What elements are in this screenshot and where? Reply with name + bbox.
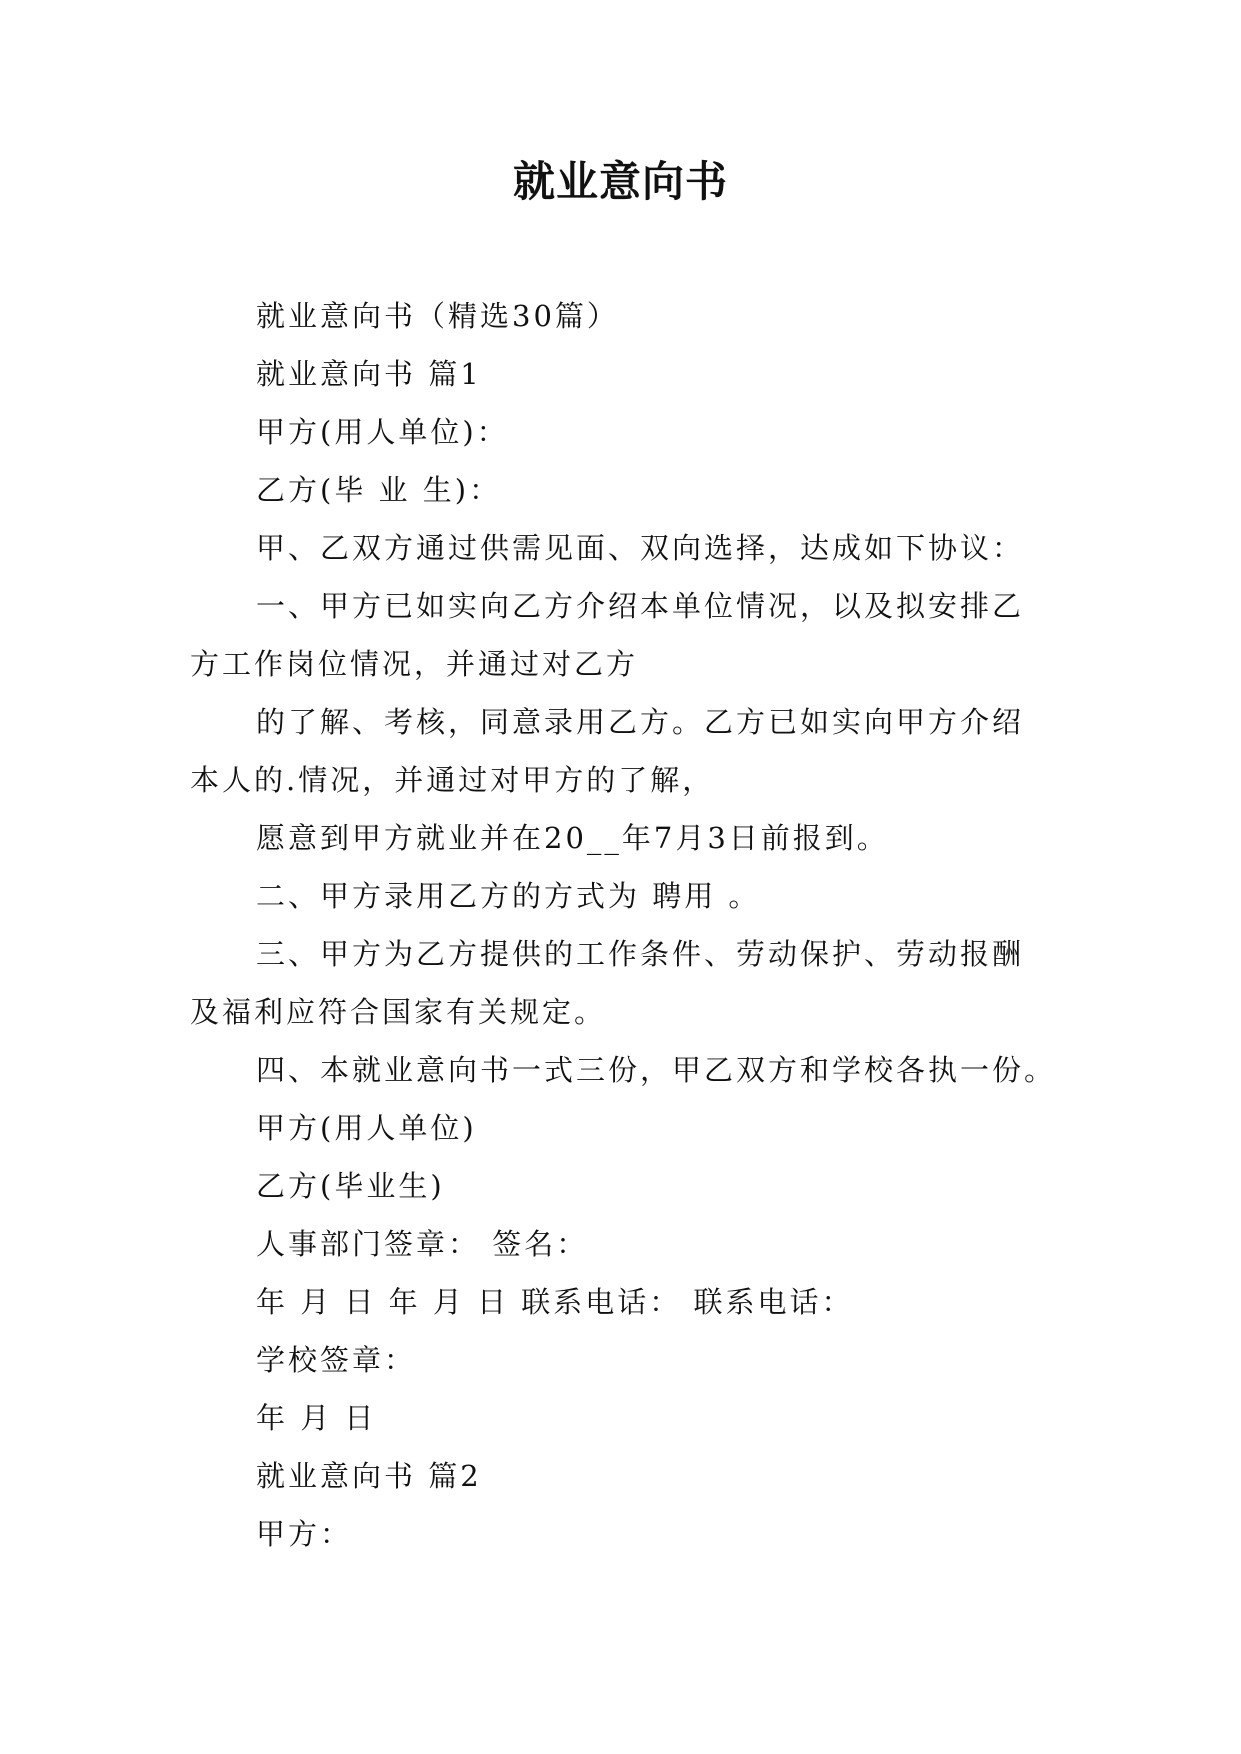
- paragraph-line: 方工作岗位情况，并通过对乙方: [190, 647, 639, 681]
- paragraph-line: 乙方(毕业生): [256, 1169, 445, 1203]
- paragraph-line: 甲方(用人单位): [256, 1111, 477, 1145]
- paragraph-line: 乙方(毕 业 生)：: [256, 473, 502, 507]
- paragraph-line: 及福利应符合国家有关规定。: [190, 995, 607, 1029]
- paragraph-line: 年 月 日 年 月 日 联系电话： 联系电话：: [256, 1285, 854, 1319]
- paragraph-line: 就业意向书 篇2: [256, 1459, 482, 1493]
- paragraph-line: 学校签章：: [256, 1343, 417, 1377]
- paragraph-line: 就业意向书（精选30篇）: [256, 299, 619, 333]
- paragraph-line: 年 月 日: [256, 1401, 377, 1435]
- paragraph-line: 本人的.情况，并通过对甲方的了解，: [190, 763, 715, 797]
- document-body: [190, 287, 1070, 1563]
- document-title: 就业意向书: [512, 157, 728, 206]
- paragraph-line: 就业意向书 篇1: [256, 357, 482, 391]
- paragraph-line: 甲方：: [256, 1517, 353, 1551]
- paragraph-line: 人事部门签章： 签名：: [256, 1227, 589, 1261]
- paragraph-line: 甲方(用人单位)：: [256, 415, 509, 449]
- paragraph-line: 愿意到甲方就业并在20__年7月3日前报到。: [256, 821, 889, 855]
- paragraph-line: 四、本就业意向书一式三份，甲乙双方和学校各执一份。: [256, 1053, 1057, 1087]
- paragraph-line: 甲、乙双方通过供需见面、双向选择，达成如下协议：: [256, 531, 1025, 565]
- paragraph-line: 二、甲方录用乙方的方式为 聘用 。: [256, 879, 761, 913]
- paragraph-line: 三、甲方为乙方提供的工作条件、劳动保护、劳动报酬: [256, 937, 1025, 971]
- paragraph-line: 的了解、考核，同意录用乙方。乙方已如实向甲方介绍: [256, 705, 1025, 739]
- paragraph-line: 一、甲方已如实向乙方介绍本单位情况，以及拟安排乙: [256, 589, 1025, 623]
